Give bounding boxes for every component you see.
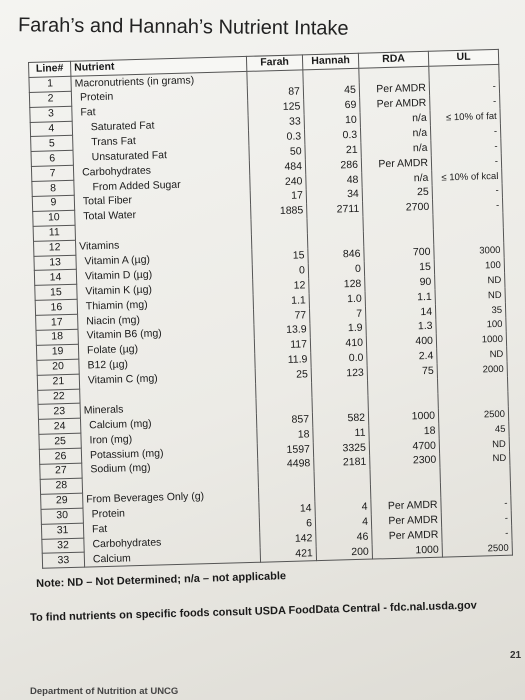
cell-rda: n/a [360, 111, 430, 128]
cell-hannah: 582 [312, 411, 368, 427]
cell-line: 24 [38, 419, 80, 435]
cell-rda: 2.4 [367, 349, 437, 366]
cell-rda: Per AMDR [360, 96, 430, 113]
cell-line: 7 [31, 166, 73, 182]
cell-hannah: 3325 [313, 440, 369, 456]
cell-hannah: 46 [316, 530, 372, 546]
cell-nutrient: Minerals [80, 399, 256, 419]
cell-farah [256, 382, 312, 398]
cell-nutrient: B12 (µg) [79, 354, 255, 374]
cell-farah: 25 [255, 367, 311, 383]
cell-nutrient: Vitamin B6 (mg) [78, 324, 254, 344]
cell-farah: 6 [259, 516, 315, 532]
cell-hannah: 0.3 [304, 128, 360, 144]
cell-nutrient: Thiamin (mg) [77, 295, 253, 315]
cell-nutrient: Vitamin K (µg) [77, 280, 253, 300]
cell-hannah: 11 [313, 425, 369, 441]
cell-line: 19 [36, 344, 78, 360]
cell-hannah: 34 [306, 187, 362, 203]
cell-rda: 4700 [369, 438, 439, 455]
header-hannah: Hannah [302, 53, 358, 69]
cell-farah: 125 [248, 99, 304, 115]
cell-farah: 50 [249, 144, 305, 160]
cell-line: 1 [29, 76, 71, 92]
cell-nutrient: Vitamin A (µg) [76, 250, 252, 270]
cell-ul: 1000 [436, 332, 506, 349]
cell-ul: - [441, 496, 511, 513]
table-body [29, 64, 513, 568]
cell-nutrient: Vitamins [75, 235, 251, 255]
cell-hannah [312, 396, 368, 412]
cell-nutrient: Saturated Fat [72, 116, 248, 136]
cell-hannah [312, 381, 368, 397]
cell-rda: 1000 [368, 409, 438, 426]
cell-hannah: 21 [305, 143, 361, 159]
cell-rda: 1.3 [366, 319, 436, 336]
cell-line: 9 [32, 195, 74, 211]
cell-farah: 857 [256, 412, 312, 428]
cell-line: 18 [36, 329, 78, 345]
header-ul: UL [428, 49, 498, 66]
cell-hannah [307, 217, 363, 233]
cell-rda: 1.1 [365, 289, 435, 306]
cell-nutrient: Sodium (mg) [82, 458, 258, 478]
cell-ul: 3000 [434, 243, 504, 260]
cell-farah: 421 [260, 546, 316, 562]
nutrient-table [28, 49, 513, 569]
cell-hannah: 10 [304, 113, 360, 129]
cell-ul: 2500 [442, 541, 512, 558]
cell-ul: - [431, 154, 501, 171]
cell-hannah: 48 [306, 172, 362, 188]
cell-rda: Per AMDR [361, 156, 431, 173]
cell-farah: 12 [253, 278, 309, 294]
cell-farah: 0 [252, 263, 308, 279]
cell-hannah: 4 [315, 515, 371, 531]
cell-farah: 18 [257, 427, 313, 443]
cell-line: 27 [40, 463, 82, 479]
cell-nutrient: Trans Fat [73, 131, 249, 151]
cell-nutrient: Niacin (mg) [78, 309, 254, 329]
cell-ul: - [431, 139, 501, 156]
cell-nutrient: Folate (µg) [78, 339, 254, 359]
cell-farah: 4498 [258, 457, 314, 473]
cell-nutrient: Potassium (mg) [81, 443, 257, 463]
cell-ul: - [430, 124, 500, 141]
cell-rda: 2700 [363, 200, 433, 217]
cell-hannah: 2711 [307, 202, 363, 218]
cell-line: 26 [39, 448, 81, 464]
cell-nutrient: Calcium [84, 548, 260, 568]
cell-hannah [307, 232, 363, 248]
cell-ul: - [432, 183, 502, 200]
cell-line: 12 [34, 240, 76, 256]
cell-line: 28 [40, 478, 82, 494]
nutrient-table-sheet [28, 49, 513, 594]
cell-nutrient: Unsaturated Fat [73, 146, 249, 166]
cell-hannah: 7 [309, 306, 365, 322]
cell-ul: - [441, 511, 511, 528]
cell-farah: 77 [253, 308, 309, 324]
cell-ul: ≤ 10% of fat [430, 109, 500, 126]
cell-ul: ND [440, 451, 510, 468]
cell-line: 23 [38, 404, 80, 420]
cell-farah: 15 [252, 248, 308, 264]
cell-ul: 45 [439, 421, 509, 438]
cell-hannah: 69 [304, 98, 360, 114]
cell-hannah: 200 [316, 544, 372, 560]
cell-farah: 0.3 [249, 129, 305, 145]
cell-ul: ≤ 10% of kcal [432, 168, 502, 185]
cell-line: 21 [37, 374, 79, 390]
cell-nutrient: Protein [71, 86, 247, 106]
header-rda: RDA [358, 51, 428, 68]
lookup-text: To find nutrients on specific foods consult USDA FoodData Central - fdc.nal.usda.gov [30, 599, 477, 624]
cell-hannah: 123 [311, 366, 367, 382]
cell-nutrient: Iron (mg) [81, 429, 257, 449]
cell-nutrient: Total Water [75, 205, 251, 225]
cell-line: 15 [35, 285, 77, 301]
cell-farah [256, 397, 312, 413]
note-text: Note: ND – Not Determined; n/a – not applicable [36, 570, 287, 590]
cell-nutrient: Calcium (mg) [80, 414, 256, 434]
cell-farah: 33 [248, 114, 304, 130]
cell-hannah: 1.9 [310, 321, 366, 337]
cell-line: 13 [34, 255, 76, 271]
cell-farah: 1.1 [253, 293, 309, 309]
header-nutrient: Nutrient [70, 56, 246, 76]
cell-rda: Per AMDR [371, 498, 441, 515]
cell-ul: 2500 [438, 407, 508, 424]
cell-hannah: 4 [315, 500, 371, 516]
cell-nutrient: Fat [83, 518, 259, 538]
cell-farah: 11.9 [255, 353, 311, 369]
cell-hannah: 45 [303, 83, 359, 99]
cell-farah [258, 486, 314, 502]
cell-rda: Per AMDR [371, 513, 441, 530]
cell-farah [258, 472, 314, 488]
cell-rda: 15 [364, 260, 434, 277]
cell-farah [251, 233, 307, 249]
cell-ul: ND [439, 436, 509, 453]
cell-nutrient: From Beverages Only (g) [83, 488, 259, 508]
cell-line: 6 [31, 151, 73, 167]
cell-line: 31 [41, 523, 83, 539]
cell-hannah: 286 [305, 157, 361, 173]
cell-nutrient: Carbohydrates [84, 533, 260, 553]
cell-rda: 2300 [370, 453, 440, 470]
cell-rda: 700 [364, 245, 434, 262]
cell-rda: n/a [362, 170, 432, 187]
cell-hannah: 128 [309, 277, 365, 293]
cell-farah: 14 [259, 501, 315, 517]
cell-ul: - [429, 79, 499, 96]
cell-farah: 142 [260, 531, 316, 547]
page-title: Farah’s and Hannah’s Nutrient Intake [17, 14, 349, 40]
cell-nutrient: Fat [72, 101, 248, 121]
cell-line: 33 [42, 553, 84, 569]
cell-ul: ND [435, 273, 505, 290]
cell-line: 25 [39, 433, 81, 449]
cell-line: 32 [42, 538, 84, 554]
cell-line: 14 [34, 270, 76, 286]
cell-hannah: 0.0 [311, 351, 367, 367]
cell-ul: ND [435, 288, 505, 305]
cell-ul: 2000 [437, 362, 507, 379]
cell-line: 22 [38, 389, 80, 405]
cell-line: 4 [30, 121, 72, 137]
cell-line: 20 [37, 359, 79, 375]
cell-nutrient: Protein [83, 503, 259, 523]
cell-line: 3 [30, 106, 72, 122]
cell-ul: - [442, 526, 512, 543]
header-farah: Farah [246, 55, 302, 71]
cell-ul: 35 [435, 302, 505, 319]
cell-nutrient: From Added Sugar [74, 175, 250, 195]
cell-hannah [303, 68, 359, 84]
cell-farah: 87 [247, 85, 303, 101]
cell-hannah: 1.0 [309, 291, 365, 307]
cell-hannah [314, 485, 370, 501]
cell-ul: ND [437, 347, 507, 364]
cell-farah [251, 219, 307, 235]
cell-line: 10 [33, 210, 75, 226]
header-line: Line# [29, 61, 71, 77]
cell-farah: 484 [249, 159, 305, 175]
cell-hannah [314, 470, 370, 486]
cell-rda: 1000 [372, 543, 442, 560]
cell-rda: 75 [367, 364, 437, 381]
cell-farah: 17 [250, 189, 306, 205]
cell-ul: - [433, 198, 503, 215]
cell-line: 2 [29, 91, 71, 107]
cell-rda: 90 [365, 275, 435, 292]
cell-nutrient: Carbohydrates [73, 161, 249, 181]
cell-line: 5 [31, 136, 73, 152]
cell-rda: 18 [369, 423, 439, 440]
cell-hannah: 0 [308, 262, 364, 278]
cell-ul: - [430, 94, 500, 111]
cell-rda: Per AMDR [359, 81, 429, 98]
cell-farah: 1597 [257, 442, 313, 458]
cell-hannah: 410 [310, 336, 366, 352]
cell-rda: 25 [362, 185, 432, 202]
page-number: 21 [510, 650, 522, 661]
cell-line: 29 [41, 493, 83, 509]
cell-line: 16 [35, 299, 77, 315]
cell-farah: 1885 [251, 204, 307, 220]
cell-hannah: 2181 [314, 455, 370, 471]
cell-line: 17 [36, 314, 78, 330]
cell-nutrient: Vitamin D (µg) [76, 265, 252, 285]
cell-rda: n/a [360, 126, 430, 143]
cell-rda: 14 [365, 304, 435, 321]
cell-line: 8 [32, 180, 74, 196]
cell-rda: Per AMDR [372, 528, 442, 545]
cell-farah: 240 [250, 174, 306, 190]
cell-ul: 100 [436, 317, 506, 334]
cell-rda: n/a [361, 141, 431, 158]
cell-rda: 400 [366, 334, 436, 351]
cell-nutrient: Vitamin C (mg) [79, 369, 255, 389]
cell-hannah: 846 [308, 247, 364, 263]
footer-text: Department of Nutrition at UNCG [30, 686, 179, 697]
cell-line: 11 [33, 225, 75, 241]
cell-farah: 117 [254, 338, 310, 354]
cell-line: 30 [41, 508, 83, 524]
cell-nutrient: Total Fiber [74, 190, 250, 210]
cell-ul: 100 [434, 258, 504, 275]
cell-farah [247, 70, 303, 86]
cell-nutrient: Macronutrients (in grams) [71, 71, 247, 91]
cell-farah: 13.9 [254, 323, 310, 339]
